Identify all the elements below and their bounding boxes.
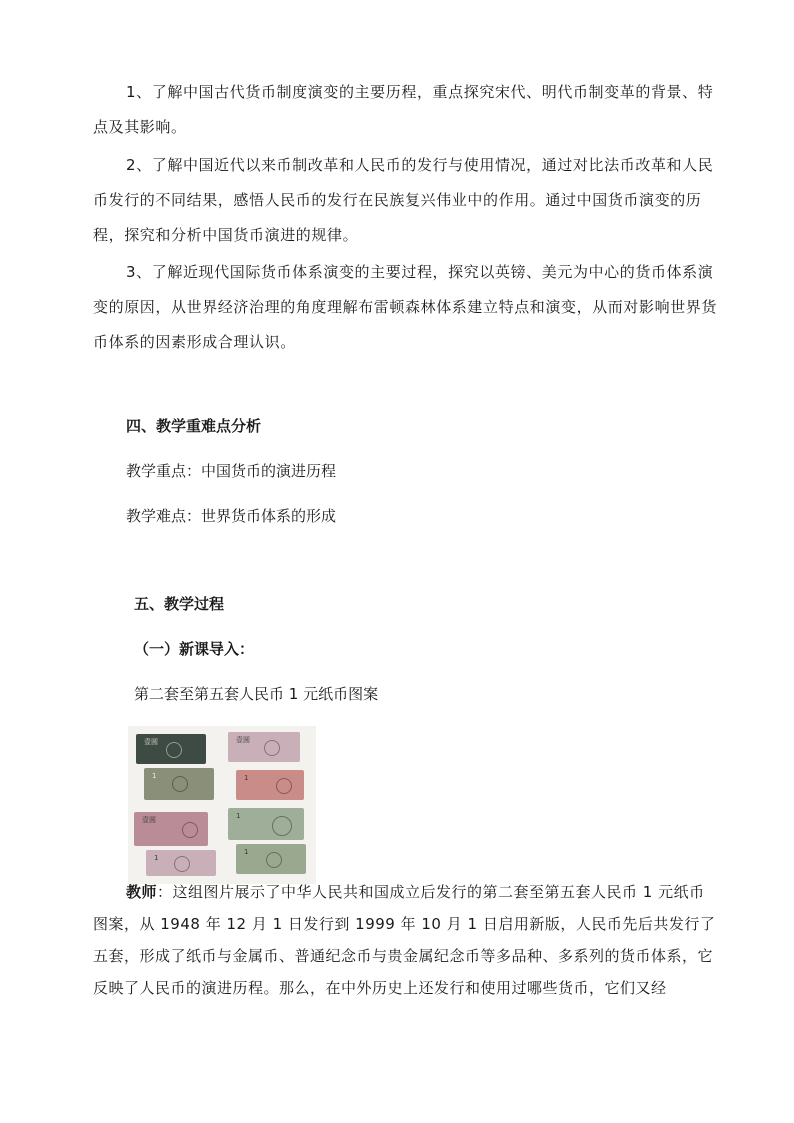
banknote-denomination: 壹圆: [142, 816, 156, 824]
banknote: [236, 844, 306, 874]
banknote-denomination: 壹圆: [144, 738, 158, 746]
banknote-denomination: 壹圆: [236, 736, 250, 744]
banknote-emblem: [172, 776, 188, 792]
banknote-emblem: [264, 740, 280, 756]
banknote: [236, 770, 304, 800]
section-4-heading: 四、教学重难点分析: [126, 417, 262, 435]
banknote-emblem: [166, 742, 182, 758]
key-point: 教学重点：中国货币的演进历程: [126, 462, 337, 480]
banknote: [146, 850, 216, 876]
banknote-value: 1: [152, 772, 157, 780]
banknote-emblem: [174, 856, 190, 872]
teacher-label: 教师: [126, 883, 158, 901]
banknote-emblem: [266, 852, 282, 868]
banknote-value: 1: [154, 854, 159, 862]
banknote-emblem: [276, 778, 292, 794]
banknote: [134, 812, 208, 846]
banknote: [136, 734, 206, 764]
banknote: [228, 808, 304, 840]
figure-caption: 第二套至第五套人民币 1 元纸币图案: [134, 685, 379, 703]
teacher-text: ：这组图片展示了中华人民共和国成立后发行的第二套至第五套人民币 1 元纸币图案，从 1948 年 12 月 1 日发行到 1999 年 10 月 1 日启用新版，人民币先后共发行了五套，形成了纸币与金属币、普通纪念币与贵金属纪念币等多品种、多系列的货币体系，它反映了人民币的演进历程。那么，在中外历史上还发行和使用过哪些货币，它们又经: [93, 883, 716, 997]
banknotes-image: [128, 726, 316, 884]
difficult-point: 教学难点：世界货币体系的形成: [126, 507, 337, 525]
objective-1: 1、了解中国古代货币制度演变的主要历程，重点探究宋代、明代币制变革的背景、特点及其影响。: [93, 83, 714, 136]
banknote-emblem: [182, 822, 198, 838]
objective-2: 2、了解中国近代以来币制改革和人民币的发行与使用情况，通过对比法币改革和人民币发行的不同结果，感悟人民币的发行在民族复兴伟业中的作用。通过中国货币演变的历程，探究和分析中国货币演进的规律。: [93, 156, 714, 244]
section-5-subheading: （一）新课导入：: [134, 640, 255, 658]
section-5-heading: 五、教学过程: [134, 595, 225, 613]
teacher-paragraph: [93, 876, 719, 1004]
banknote-value: 1: [244, 848, 249, 856]
banknote: [228, 732, 300, 762]
banknote-value: 1: [244, 774, 249, 782]
banknote: [144, 768, 214, 800]
objective-3: 3、了解近现代国际货币体系演变的主要过程，探究以英镑、美元为中心的货币体系演变的原因，从世界经济治理的角度理解布雷顿森林体系建立特点和演变，从而对影响世界货币体系的因素形成合理认识。: [93, 263, 718, 351]
banknote-value: 1: [236, 812, 241, 820]
banknote-emblem: [272, 816, 292, 836]
